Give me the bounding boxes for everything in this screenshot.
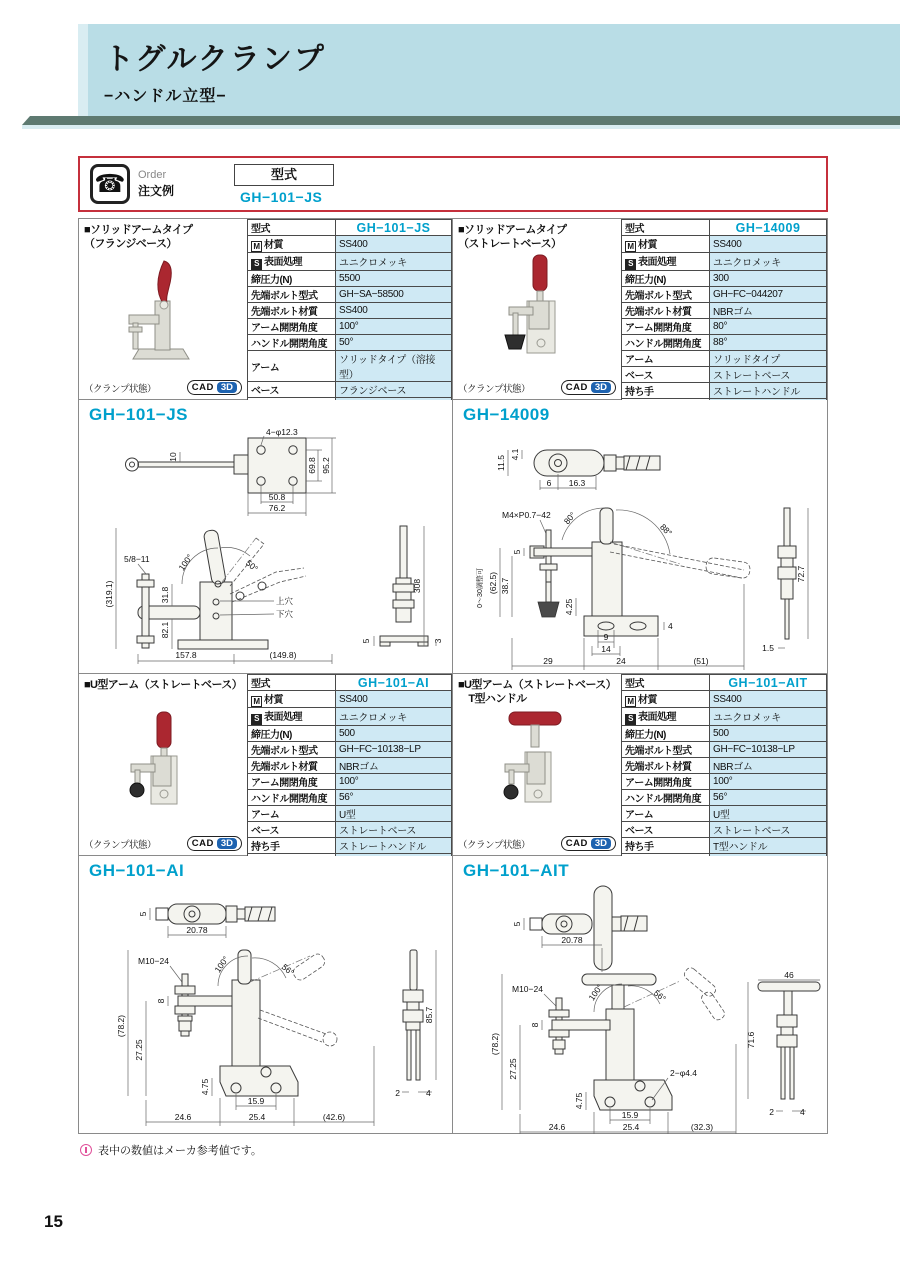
spec-label: ハンドル開閉角度 — [248, 790, 336, 806]
dim-label: 76.2 — [268, 503, 286, 513]
spec-label-text: 材質 — [264, 240, 283, 251]
dim-label: 24.6 — [548, 1122, 566, 1132]
spec-value: GH−FC−10138−LP — [336, 742, 452, 758]
dim-label: 38.7 — [500, 577, 510, 595]
order-label-jp: 注文例 — [138, 184, 175, 198]
dim-label: 5 — [361, 638, 371, 644]
dim-label: 24.6 — [174, 1112, 192, 1122]
page-title: トグルクランプ — [104, 43, 326, 76]
spec-value: SS400 — [710, 691, 827, 708]
spec-value: T型ハンドル — [710, 838, 827, 854]
spec-label — [622, 691, 710, 708]
spec-label: 先端ボルト材質 — [248, 303, 336, 319]
dim-label: 71.6 — [746, 1031, 756, 1049]
spec-label: 持ち手 — [622, 383, 710, 399]
spec-value: 50° — [336, 335, 452, 351]
dim-label: 4−φ12.3 — [266, 428, 298, 437]
dim-label: 15.9 — [247, 1096, 265, 1106]
dim-label: 308 — [412, 578, 422, 594]
dim-label: 3 — [433, 638, 443, 644]
product-section-3 — [78, 674, 453, 856]
drawing-section-2 — [452, 400, 828, 674]
spec-model-value: GH−101−AIT — [710, 675, 827, 691]
spec-label: 型式 — [248, 220, 336, 236]
spec-label — [622, 236, 710, 253]
drawing-section-3 — [78, 856, 453, 1134]
spec-label: アーム — [248, 351, 336, 382]
spec-label: アーム — [248, 806, 336, 822]
product-row-2 — [78, 674, 829, 856]
dim-label: M10−24 — [512, 984, 543, 994]
product-section-2 — [452, 218, 828, 400]
t-handle — [509, 712, 561, 725]
spec-label — [248, 236, 336, 253]
spec-label: 先端ボルト型式 — [248, 287, 336, 303]
surface-icon: S — [625, 714, 636, 725]
spec-label: ハンドル開閉角度 — [622, 790, 710, 806]
product-photo — [483, 706, 583, 822]
dim-label: (32.3) — [690, 1122, 714, 1132]
dim-label: (149.8) — [269, 650, 297, 660]
phone-icon: ☎ — [90, 164, 130, 204]
spec-value: ストレートハンドル — [710, 383, 827, 399]
product-type — [458, 223, 619, 252]
spec-value: 80° — [710, 319, 827, 335]
dim-label: 4.25 — [564, 598, 574, 616]
dim-label: (51) — [693, 656, 709, 666]
spec-label — [248, 691, 336, 708]
spec-model-value: GH−101−AI — [336, 675, 452, 691]
dim-label: M4×P0.7−42 — [502, 510, 551, 520]
rubber-tip — [504, 785, 518, 799]
spec-value: 100° — [710, 774, 827, 790]
dim-label: (319.1) — [104, 580, 114, 608]
spec-label-text: 表面処理 — [264, 257, 302, 268]
dim-label: 4 — [426, 1088, 431, 1098]
spec-value: GH−FC−044207 — [710, 287, 827, 303]
product-photo — [109, 706, 209, 822]
spec-label: ベース — [622, 367, 710, 383]
product-type — [84, 678, 245, 692]
dim-label: 15.9 — [621, 1110, 639, 1120]
dim-label: 5 — [138, 911, 148, 917]
product-type-line1: ■ソリッドアームタイプ — [458, 224, 567, 236]
dim-label: M10−24 — [138, 956, 169, 966]
cad-3d-badge[interactable]: CAD 3D — [187, 380, 242, 395]
spec-value: NBRゴム — [710, 758, 827, 774]
footnote — [80, 1142, 262, 1158]
technical-drawing — [80, 428, 452, 674]
header-divider-bar — [22, 116, 900, 125]
dim-label: (62.5) — [488, 571, 498, 595]
spec-label: 先端ボルト材質 — [622, 303, 710, 319]
spec-value: ソリッドタイプ（溶接型） — [336, 351, 452, 382]
spec-value: ユニクロメッキ — [336, 708, 452, 726]
drawing-title: GH−101−AIT — [463, 861, 570, 880]
spec-label: ベース — [248, 822, 336, 838]
spec-value: SS400 — [336, 236, 452, 253]
drawing-row-2 — [78, 856, 829, 1134]
spec-label: 締圧力(N) — [248, 271, 336, 287]
dim-label: 5 — [512, 549, 522, 555]
spec-value: 56° — [710, 790, 827, 806]
spec-label-text: 材質 — [638, 695, 657, 706]
product-row-1 — [78, 218, 829, 400]
spec-table — [247, 674, 452, 870]
spec-value: 100° — [336, 319, 452, 335]
material-icon: M — [625, 696, 636, 707]
dim-label: 85.7 — [424, 1006, 434, 1024]
spec-label: 先端ボルト材質 — [622, 758, 710, 774]
technical-drawing — [80, 884, 452, 1134]
spec-label: ベース — [248, 382, 336, 398]
dim-label: 100° — [212, 954, 231, 975]
dim-label: 24 — [616, 656, 626, 666]
spec-label: アーム開閉角度 — [622, 319, 710, 335]
dim-label: 0～30調整可 — [477, 568, 484, 608]
spec-value: ユニクロメッキ — [710, 708, 827, 726]
dim-label: 5 — [512, 921, 522, 927]
spec-label-text: 材質 — [264, 695, 283, 706]
spec-model-value: GH−101−JS — [336, 220, 452, 236]
photo-caption: （クランプ状態） — [458, 383, 531, 395]
spec-label-text: 表面処理 — [638, 257, 676, 268]
spec-label: 型式 — [622, 675, 710, 691]
product-type-line2: （ストレートベース） — [458, 238, 562, 251]
spec-value: ユニクロメッキ — [710, 253, 827, 271]
dim-label: 27.25 — [508, 1058, 518, 1080]
product-photo — [483, 251, 583, 367]
spec-value: GH−SA−58500 — [336, 287, 452, 303]
dim-label: 11.5 — [496, 455, 506, 471]
dim-label: 72.7 — [796, 565, 806, 583]
product-type-line2: T型ハンドル — [458, 693, 527, 706]
dim-label: 2 — [395, 1088, 400, 1098]
dim-label: 16.3 — [568, 478, 586, 488]
dim-label: 88° — [658, 521, 675, 538]
spec-label — [248, 253, 336, 271]
spec-label: 型式 — [248, 675, 336, 691]
spec-value: 5500 — [336, 271, 452, 287]
spec-value: SS400 — [710, 236, 827, 253]
surface-icon: S — [251, 714, 262, 725]
dim-label: 4.75 — [200, 1078, 210, 1096]
dim-label: 80° — [561, 509, 578, 527]
rubber-tip — [505, 335, 525, 349]
dim-label: (78.2) — [116, 1014, 126, 1038]
photo-caption: （クランプ状態） — [84, 383, 157, 395]
dim-label: 10 — [168, 452, 178, 462]
spec-table — [621, 219, 827, 415]
clamp-handle — [158, 261, 171, 303]
spec-model-value: GH−14009 — [710, 220, 827, 236]
photo-caption: （クランプ状態） — [458, 839, 531, 851]
spec-label: アーム開閉角度 — [622, 774, 710, 790]
drawing-title: GH−101−AI — [89, 861, 185, 880]
dim-label: 50.8 — [268, 492, 286, 502]
spec-value: NBRゴム — [710, 303, 827, 319]
dim-label: 69.8 — [307, 457, 317, 474]
spec-value: ストレートハンドル — [336, 838, 452, 854]
dim-label: 20.78 — [561, 935, 583, 945]
drawing-title: GH−14009 — [463, 405, 550, 424]
dim-label: 27.25 — [134, 1039, 144, 1061]
header-divider-strip — [22, 125, 900, 129]
spec-value: 300 — [710, 271, 827, 287]
dim-label: 56° — [651, 987, 669, 1004]
spec-value: GH−FC−10138−LP — [710, 742, 827, 758]
spec-label: 先端ボルト型式 — [622, 742, 710, 758]
material-icon: M — [625, 241, 636, 252]
order-model-example: GH−101−JS — [240, 188, 323, 205]
note-icon — [80, 1144, 92, 1156]
dim-label: 8 — [530, 1022, 540, 1028]
spec-label: アーム — [622, 806, 710, 822]
spec-value: ソリッドタイプ — [710, 351, 827, 367]
model-header-box: 型式 — [234, 164, 334, 186]
rubber-tip — [130, 783, 144, 797]
order-example-box — [78, 156, 828, 212]
dim-label: 9 — [603, 632, 609, 642]
technical-drawing — [454, 428, 826, 674]
spec-label-text: 表面処理 — [638, 712, 676, 723]
dim-label: 31.8 — [160, 586, 170, 604]
spec-value: フランジベース — [336, 382, 452, 398]
dim-label: 4 — [668, 621, 673, 631]
spec-value: ストレートベース — [710, 822, 827, 838]
dim-label: 25.4 — [622, 1122, 640, 1132]
spec-label: アーム — [622, 351, 710, 367]
product-type-line1: ■U型アーム（ストレートベース） — [84, 679, 243, 691]
dim-label: 100° — [586, 982, 605, 1003]
clamp-handle — [533, 255, 547, 291]
spec-label-text: 材質 — [638, 240, 657, 251]
spec-label: 締圧力(N) — [622, 726, 710, 742]
spec-label: 締圧力(N) — [248, 726, 336, 742]
spec-value: 500 — [336, 726, 452, 742]
page-subtitle: −ハンドル立型− — [104, 88, 227, 105]
dim-label: 82.1 — [160, 621, 170, 639]
photo-caption: （クランプ状態） — [84, 839, 157, 851]
spec-label-text: 表面処理 — [264, 712, 302, 723]
product-section-1 — [78, 218, 453, 400]
spec-label: 先端ボルト材質 — [248, 758, 336, 774]
spec-label: アーム開閉角度 — [248, 319, 336, 335]
product-type-line2: （フランジベース） — [84, 238, 177, 251]
drawing-section-4 — [452, 856, 828, 1134]
product-type — [458, 678, 619, 707]
cad-3d-badge[interactable]: CAD 3D — [561, 836, 616, 851]
dim-label: 14 — [601, 644, 611, 654]
spec-value: 500 — [710, 726, 827, 742]
spec-table — [247, 219, 452, 430]
dim-label: 4 — [800, 1107, 805, 1117]
product-photo — [109, 251, 209, 367]
dim-label: 2−φ4.4 — [670, 1068, 698, 1078]
product-type-line1: ■U型アーム（ストレートベース） — [458, 679, 617, 691]
spec-value: ストレートベース — [710, 367, 827, 383]
cad-3d-badge[interactable]: CAD 3D — [187, 836, 242, 851]
dim-label: 4.75 — [574, 1092, 584, 1110]
surface-icon: S — [625, 259, 636, 270]
order-label-en: Order — [138, 169, 167, 181]
dim-label: 8 — [156, 998, 166, 1004]
spec-value: 100° — [336, 774, 452, 790]
dim-label: 46 — [784, 970, 794, 980]
spec-label: ベース — [622, 822, 710, 838]
spec-label: ハンドル開閉角度 — [622, 335, 710, 351]
clamp-body — [153, 756, 171, 786]
spec-label: 先端ボルト型式 — [622, 287, 710, 303]
spec-value: SS400 — [336, 303, 452, 319]
dim-label: 6 — [546, 478, 552, 488]
dim-label: 95.2 — [321, 457, 331, 474]
clamp-handle — [157, 712, 171, 748]
spec-label — [248, 708, 336, 726]
spec-label: 締圧力(N) — [622, 271, 710, 287]
clamp-body — [527, 752, 545, 784]
spec-table — [621, 674, 827, 870]
dim-label: 50° — [243, 557, 261, 574]
drawing-row-1 — [78, 400, 829, 674]
drawing-title: GH−101−JS — [89, 405, 189, 424]
spec-value: U型 — [336, 806, 452, 822]
material-icon: M — [251, 696, 262, 707]
spec-label — [622, 253, 710, 271]
product-section-4 — [452, 674, 828, 856]
dim-label: 1.5 — [762, 643, 774, 653]
dim-label: (78.2) — [490, 1032, 500, 1056]
dim-label: 5/8−11 — [124, 554, 150, 564]
dim-label: (42.6) — [322, 1112, 346, 1122]
spec-value: ユニクロメッキ — [336, 253, 452, 271]
spec-label — [622, 708, 710, 726]
spec-label: 先端ボルト型式 — [248, 742, 336, 758]
dim-label: 上穴 — [276, 596, 294, 606]
dim-label: 29 — [543, 656, 553, 666]
dim-label: 100° — [176, 552, 195, 573]
product-type-line1: ■ソリッドアームタイプ — [84, 224, 193, 236]
page-number: 15 — [44, 1212, 63, 1231]
spec-label: 持ち手 — [622, 838, 710, 854]
dim-label: 157.8 — [175, 650, 197, 660]
dim-label: 4.1 — [510, 448, 520, 461]
cad-3d-badge[interactable]: CAD 3D — [561, 380, 616, 395]
content-grid — [78, 218, 829, 1134]
drawing-section-1 — [78, 400, 453, 674]
surface-icon: S — [251, 259, 262, 270]
footnote-text: 表中の数値はメーカ参考値です。 — [98, 1145, 262, 1157]
technical-drawing — [454, 884, 826, 1134]
spec-label: ハンドル開閉角度 — [248, 335, 336, 351]
spec-label: アーム開閉角度 — [248, 774, 336, 790]
spec-value: ストレートベース — [336, 822, 452, 838]
spec-value: 56° — [336, 790, 452, 806]
dim-label: 56° — [279, 961, 297, 978]
material-icon: M — [251, 241, 262, 252]
spec-value: SS400 — [336, 691, 452, 708]
spec-value: U型 — [710, 806, 827, 822]
spec-value: 88° — [710, 335, 827, 351]
page-header — [78, 24, 900, 116]
dim-label: 2 — [769, 1107, 774, 1117]
spec-label: 持ち手 — [248, 838, 336, 854]
product-type — [84, 223, 245, 252]
spec-value: NBRゴム — [336, 758, 452, 774]
spec-label: 型式 — [622, 220, 710, 236]
dim-label: 下穴 — [276, 609, 294, 619]
dim-label: 25.4 — [248, 1112, 266, 1122]
dim-label: 20.78 — [186, 925, 208, 935]
